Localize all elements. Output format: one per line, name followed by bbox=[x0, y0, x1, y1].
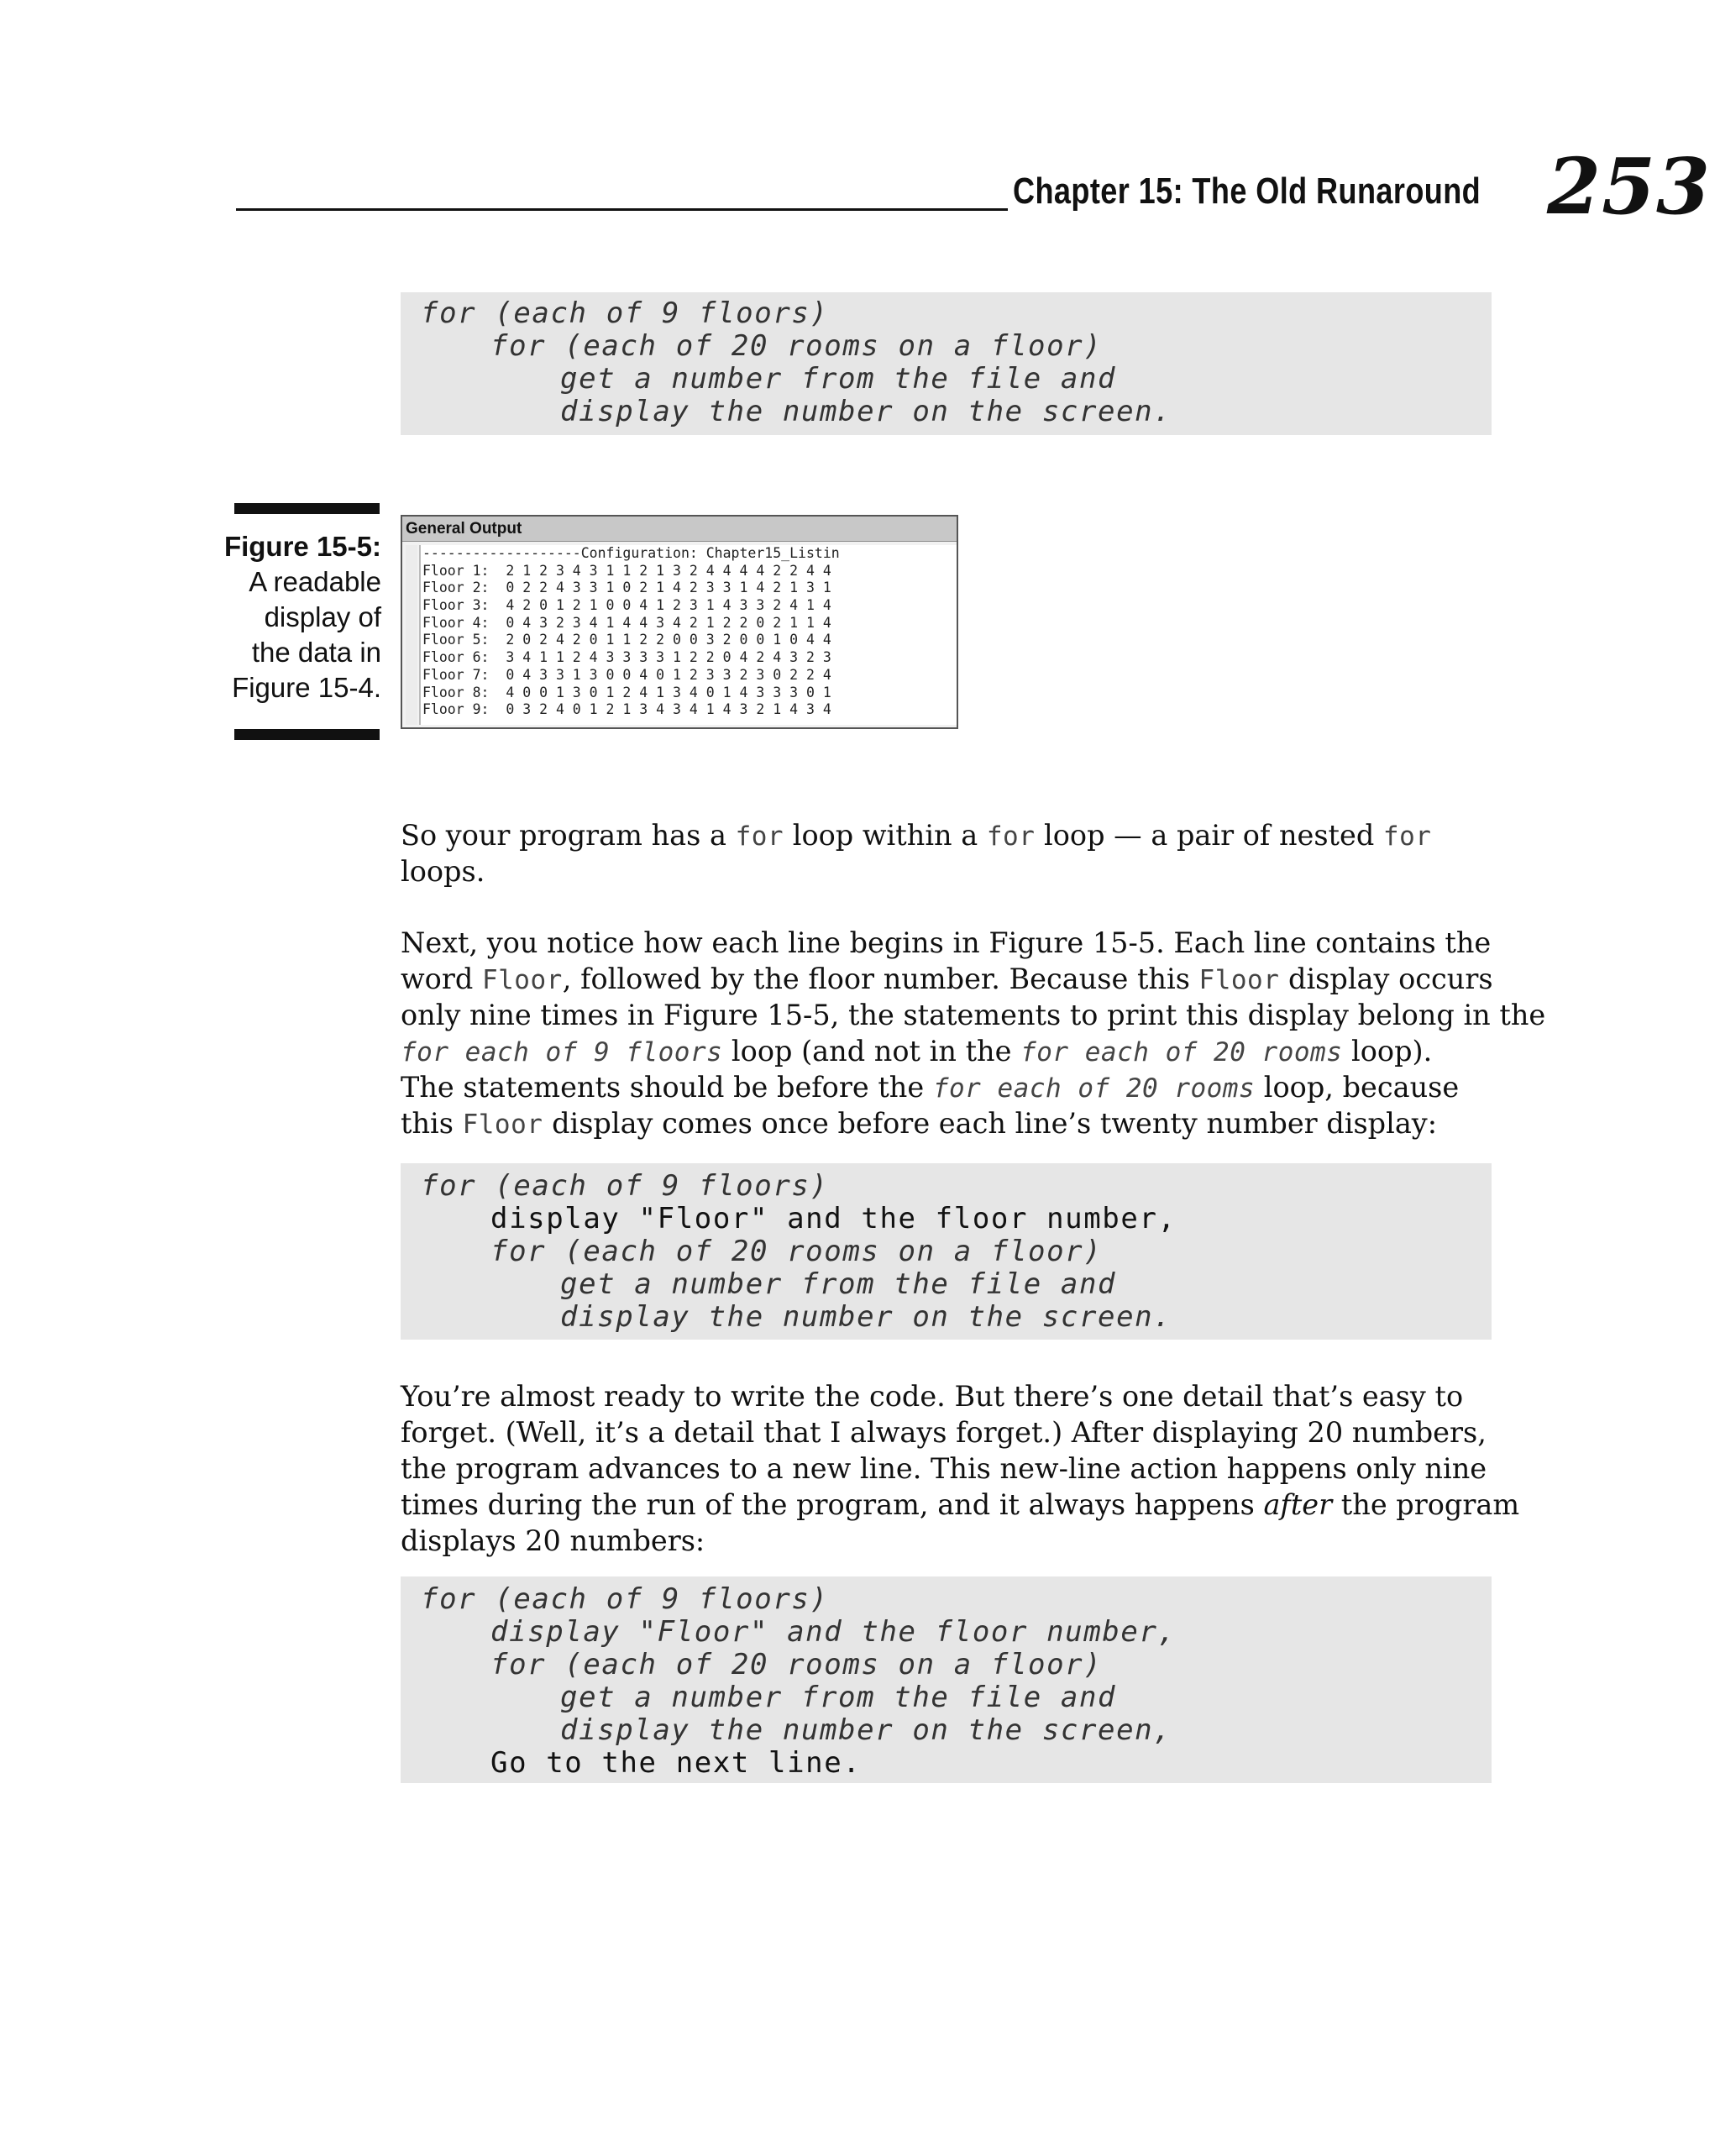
text-line: loops. bbox=[401, 855, 485, 888]
page-number: 253 bbox=[1547, 141, 1712, 232]
window-gutter bbox=[406, 545, 417, 725]
window-titlebar: General Output bbox=[402, 517, 957, 542]
output-line: Floor 6: 3 4 1 1 2 4 3 3 3 3 1 2 2 0 4 2 4 3 2 3 bbox=[422, 649, 831, 666]
general-output-window bbox=[401, 515, 958, 729]
code-line: display "Floor" and the floor number, bbox=[490, 1202, 1177, 1235]
text-run: the program bbox=[1332, 1488, 1520, 1521]
code-line: get a number from the file and bbox=[560, 1267, 1117, 1301]
inline-code: for each of 9 floors bbox=[401, 1037, 723, 1068]
code-line: for (each of 9 floors) bbox=[421, 296, 829, 330]
output-line: Floor 2: 0 2 2 4 3 3 1 0 2 1 4 2 3 3 1 4 2 1 3 1 bbox=[422, 580, 831, 596]
code-line: for (each of 20 rooms on a floor) bbox=[490, 1648, 1103, 1681]
text-run: display occurs bbox=[1279, 963, 1493, 995]
text-line: forget. (Well, it’s a detail that I always forget.) After displaying 20 numbers, bbox=[401, 1416, 1487, 1449]
caption-line: Figure 15-4. bbox=[232, 672, 381, 703]
inline-code: for bbox=[986, 821, 1036, 852]
text-run: loop — a pair of nested bbox=[1035, 819, 1383, 852]
code-line: get a number from the file and bbox=[560, 1681, 1117, 1714]
code-block-3 bbox=[401, 1576, 1492, 1783]
header-rule bbox=[236, 208, 1008, 211]
text-run: loop, because bbox=[1255, 1071, 1460, 1104]
output-line: Floor 4: 0 4 3 2 3 4 1 4 4 3 4 2 1 2 2 0 2 1 1 4 bbox=[422, 614, 831, 631]
output-line: Floor 1: 2 1 2 3 4 3 1 1 2 1 3 2 4 4 4 4 2 2 4 4 bbox=[422, 562, 831, 579]
inline-code: Floor bbox=[1198, 965, 1280, 995]
output-line: Floor 5: 2 0 2 4 2 0 1 1 2 2 0 0 3 2 0 0 1 0 4 4 bbox=[422, 632, 831, 648]
code-line: get a number from the file and bbox=[560, 362, 1117, 396]
code-line: display the number on the screen. bbox=[560, 395, 1172, 428]
paragraph-1 bbox=[401, 817, 1501, 889]
code-line: for (each of 9 floors) bbox=[421, 1169, 829, 1203]
inline-code: for each of 20 rooms bbox=[1020, 1037, 1343, 1068]
figure-caption bbox=[202, 529, 381, 706]
text-run: So your program has a bbox=[401, 819, 736, 852]
output-line: Floor 9: 0 3 2 4 0 1 2 1 3 4 3 4 1 4 3 2 1 4 3 4 bbox=[422, 701, 831, 718]
text-run: word bbox=[401, 963, 482, 995]
emphasis: after bbox=[1263, 1488, 1333, 1521]
text-run: loop (and not in the bbox=[722, 1035, 1021, 1068]
text-line: only nine times in Figure 15-5, the statements to print this display belong in the bbox=[401, 999, 1546, 1031]
text-run: loop). bbox=[1342, 1035, 1433, 1068]
inline-code: Floor bbox=[481, 965, 563, 995]
paragraph-2 bbox=[401, 925, 1546, 1141]
code-line: for (each of 20 rooms on a floor) bbox=[490, 1235, 1103, 1268]
code-line: display the number on the screen, bbox=[560, 1713, 1172, 1747]
paragraph-3 bbox=[401, 1378, 1520, 1559]
text-run: display comes once before each line’s twenty number display: bbox=[543, 1107, 1438, 1140]
output-line: -------------------Configuration: Chapter15_Listin bbox=[422, 545, 840, 561]
output-line: Floor 8: 4 0 0 1 3 0 1 2 4 1 3 4 0 1 4 3 3 3 0 1 bbox=[422, 684, 831, 700]
caption-line: A readable bbox=[249, 566, 381, 597]
text-line: the program advances to a new line. This new-line action happens only nine bbox=[401, 1452, 1487, 1485]
caption-line: the data in bbox=[251, 637, 381, 668]
code-line: for (each of 20 rooms on a floor) bbox=[490, 329, 1103, 363]
code-line: Go to the next line. bbox=[490, 1746, 862, 1780]
output-text-area bbox=[419, 545, 958, 725]
text-line: displays 20 numbers: bbox=[401, 1524, 705, 1557]
code-line: display "Floor" and the floor number, bbox=[490, 1615, 1177, 1649]
caption-line: display of bbox=[264, 601, 381, 632]
text-run: , followed by the floor number. Because this bbox=[562, 963, 1199, 995]
text-line: You’re almost ready to write the code. But there’s one detail that’s easy to bbox=[401, 1380, 1464, 1413]
figure-label: Figure 15-5: bbox=[223, 531, 381, 562]
text-run: times during the run of the program, and it always happens bbox=[401, 1488, 1264, 1521]
caption-rule-top bbox=[234, 503, 380, 514]
code-line: display the number on the screen. bbox=[560, 1300, 1172, 1334]
inline-code: for bbox=[1382, 821, 1432, 852]
code-line: for (each of 9 floors) bbox=[421, 1582, 829, 1616]
text-run: this bbox=[401, 1107, 463, 1140]
text-run: loop within a bbox=[784, 819, 987, 852]
text-line: Next, you notice how each line begins in Figure 15-5. Each line contains the bbox=[401, 926, 1492, 959]
caption-rule-bottom bbox=[234, 729, 380, 740]
inline-code: for each of 20 rooms bbox=[932, 1073, 1256, 1104]
text-run: The statements should be before the bbox=[401, 1071, 933, 1104]
chapter-title: Chapter 15: The Old Runaround bbox=[1013, 170, 1481, 212]
code-block-2 bbox=[401, 1163, 1492, 1340]
output-line: Floor 3: 4 2 0 1 2 1 0 0 4 1 2 3 1 4 3 3 2 4 1 4 bbox=[422, 597, 831, 614]
inline-code: for bbox=[735, 821, 784, 852]
output-line: Floor 7: 0 4 3 3 1 3 0 0 4 0 1 2 3 3 2 3 0 2 2 4 bbox=[422, 666, 831, 683]
inline-code: Floor bbox=[462, 1109, 543, 1140]
code-block-1 bbox=[401, 292, 1492, 435]
